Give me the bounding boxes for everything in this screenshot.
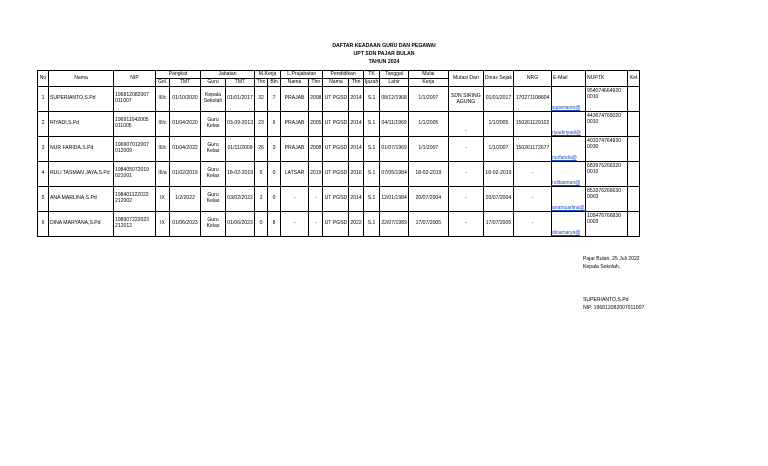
row-lahir: 12/01/1984 [380, 187, 409, 212]
row-mutasi [448, 187, 483, 212]
header-prajab-thn: Thn [309, 79, 323, 87]
nuptk-line: 683976266320 [587, 163, 622, 169]
row-nuptk [586, 87, 628, 112]
mutasi-line: AGUNG [456, 98, 476, 105]
header-jabatan: Jabatan [201, 71, 255, 79]
nuptk-box [586, 137, 627, 161]
row-ket [628, 112, 640, 137]
row-pendidikan: UT PGSD [323, 87, 349, 112]
row-jabatan-tmt: 03-09-2013 [226, 112, 255, 137]
mutasi-line: - [464, 145, 467, 151]
document-title-block [0, 42, 768, 66]
row-dinas: 1/1/2005 [483, 112, 513, 137]
nuptk-box [586, 212, 627, 236]
header-nama: Nama [49, 71, 114, 87]
row-jabatan-tmt: 01/11/2009 [226, 137, 255, 162]
row-pangkat-tmt: 01/02/2019 [170, 162, 201, 187]
row-nrg: - [514, 162, 552, 187]
row-prajab-thn: 2019 [309, 162, 323, 187]
row-pangkat-tmt: 01/10/2020 [170, 87, 201, 112]
row-lahir: 07/05/1984 [380, 162, 409, 187]
nip-line: 021001 [115, 173, 132, 179]
table-row [38, 162, 640, 187]
nip-line: 196812082007 [115, 92, 149, 99]
row-thn: 32 [255, 87, 268, 112]
mutasi-box [450, 212, 482, 236]
row-ket [628, 137, 640, 162]
mutasi-line: - [464, 128, 467, 135]
row-mulai: 1/1/2005 [408, 112, 448, 137]
row-bln: 0 [268, 187, 281, 212]
nuptk-line: 105476766830 [587, 213, 622, 219]
header-mutasi: Mutasi Dari [448, 71, 483, 87]
row-nrg: 170271108604 [514, 87, 552, 112]
signature-name: SUPERIANTO,S.Pd [583, 297, 629, 303]
nip-line: 011007 [115, 98, 132, 104]
row-jabatan [201, 187, 226, 212]
row-pangkat-tmt: 01/04/2022 [170, 137, 201, 162]
header-ket: Ket [628, 71, 640, 87]
row-bln: 6 [268, 112, 281, 137]
header-prajabatan: L.Prajabatan [281, 71, 323, 79]
email-box [552, 162, 585, 186]
row-mutasi [448, 137, 483, 162]
row-nrg: 150261129102 [514, 112, 552, 137]
row-prajab-thn: - [309, 212, 323, 237]
table-row [38, 87, 640, 112]
table-row [38, 212, 640, 237]
email-link[interactable]: nurfarida@ [552, 155, 577, 162]
nuptk-box [586, 187, 627, 211]
row-pendidikan: UT PGSD [323, 212, 349, 237]
nuptk-line: 443674765020 [587, 113, 622, 119]
row-bln: 8 [268, 212, 281, 237]
row-nama: DINA MARYANA,S.Pd [49, 212, 114, 237]
row-gol: IX [156, 212, 170, 237]
header-ijazah: Ijazah [364, 78, 379, 85]
mutasi-box [450, 87, 482, 111]
header-prajab-nama: Nama [281, 79, 309, 87]
row-nuptk [586, 112, 628, 137]
header-tanggal: Tanggal [380, 71, 409, 79]
row-prajab: LATSAR [281, 162, 309, 187]
row-pend-thn: 2014 [349, 137, 363, 162]
row-tk: S.1 [363, 87, 380, 112]
mutasi-box [450, 162, 482, 186]
signature-place-date: Pajar Bulan, 25 Juli 2022 [583, 256, 640, 262]
row-tk: S.1 [363, 187, 380, 212]
row-prajab: - [281, 212, 309, 237]
row-mulai: 18-02-2019 [408, 162, 448, 187]
nuptk-line: 0003 [587, 218, 599, 225]
row-lahir: 04/11/1969 [380, 112, 409, 137]
nuptk-line: 0010 [587, 93, 599, 100]
row-pend-thn: 2014 [349, 187, 363, 212]
row-dinas: 20/07/2004 [483, 187, 513, 212]
row-nama: ANA MARLINA,S.Pd [49, 187, 114, 212]
row-no: 4 [38, 162, 49, 187]
row-jabatan-tmt: 18-02-2019 [226, 162, 255, 187]
email-box [552, 87, 585, 111]
row-thn: 26 [255, 137, 268, 162]
row-no: 5 [38, 187, 49, 212]
signature-role: Kepala Sekolah, [583, 264, 621, 271]
email-box [552, 187, 585, 211]
header-pend-nama: Nama [323, 79, 349, 87]
header-pend-thn: Thn [349, 79, 363, 87]
nuptk-line: 0010 [587, 168, 599, 175]
row-bln: 3 [268, 137, 281, 162]
row-nama: RIYADI,S.Pd [49, 112, 114, 137]
jabatan-line: Sekolah [203, 98, 223, 104]
row-prajab-thn: 2008 [309, 137, 323, 162]
header-thn: Thn [255, 79, 268, 87]
row-jabatan-tmt: 03/02/2022 [226, 187, 255, 212]
row-pend-thn: 2016 [349, 162, 363, 187]
row-jabatan [201, 112, 226, 137]
row-pendidikan: UT PGSD [323, 187, 349, 212]
nip-line: 198401122022 [115, 192, 149, 199]
row-tk: S.1 [363, 112, 380, 137]
nuptk-line: 0003 [587, 193, 599, 200]
row-gol: III/a [156, 162, 170, 187]
row-mutasi [448, 112, 483, 137]
signature-nip: NIP. 196812082007011007 [583, 305, 645, 312]
row-pendidikan: UT PGSD [323, 137, 349, 162]
row-thn: 23 [255, 112, 268, 137]
jabatan-line: Guru Kelas [206, 217, 220, 229]
row-tk: S.1 [363, 162, 380, 187]
row-dinas: 1/1/2007 [483, 137, 513, 162]
title-line-1: DAFTAR KEADAAN GURU DAN PEGAWAI [332, 43, 436, 49]
row-nuptk [586, 187, 628, 212]
signature-block-bottom [583, 296, 644, 313]
row-dinas: 01/01/2017 [483, 87, 513, 112]
header-dinas: Dinas Sejak [483, 71, 513, 87]
email-link[interactable]: riyadiriyadi@ [552, 130, 582, 137]
row-pangkat-tmt: 01/04/2020 [170, 112, 201, 137]
row-pangkat-tmt: 1/2/2022 [170, 187, 201, 212]
row-mutasi [448, 87, 483, 112]
nuptk-line: 853376266630 [587, 188, 622, 194]
mutasi-line: - [464, 195, 467, 201]
row-prajab: PRAJAB [281, 112, 309, 137]
row-dinas: 18-02-2019 [483, 162, 513, 187]
mutasi-line: SDN SIRING [450, 93, 481, 99]
header-kerja: Kerja [408, 79, 448, 87]
header-email: E-Mail [552, 71, 586, 87]
header-mkerja: M.Kerja [255, 71, 281, 79]
title-line-3: TAHUN 2024 [368, 59, 400, 65]
row-bln: 7 [268, 87, 281, 112]
row-no: 3 [38, 137, 49, 162]
row-lahir: 08/12/1968 [380, 87, 409, 112]
row-pend-thn: 2014 [349, 112, 363, 137]
row-jabatan [201, 162, 226, 187]
mutasi-line: - [464, 220, 467, 226]
row-prajab: PRAJAB [281, 87, 309, 112]
row-pendidikan: UT PGSD [323, 162, 349, 187]
row-no: 1 [38, 87, 49, 112]
header-nrg: NRG [514, 71, 552, 87]
row-jabatan [201, 212, 226, 237]
header-pangkat-tmt: TMT [170, 79, 201, 87]
row-nip [114, 212, 156, 237]
row-mutasi [448, 212, 483, 237]
header-no: No [38, 71, 49, 87]
row-nip [114, 87, 156, 112]
row-prajab-thn: - [309, 187, 323, 212]
email-box [552, 137, 585, 161]
title-line-2: UPT SDN PAJAR BULAN [353, 51, 415, 57]
row-nip [114, 137, 156, 162]
row-lahir: 22/07/1989 [380, 212, 409, 237]
row-email-cell [552, 187, 586, 212]
row-tk: S.1 [363, 137, 380, 162]
row-email-cell [552, 162, 586, 187]
nip-line: 212002 [115, 198, 132, 204]
row-email-cell [552, 112, 586, 137]
email-link[interactable]: rulitasman@ [552, 180, 581, 187]
header-pendidikan: Pendidikan [323, 71, 363, 79]
row-ket [628, 162, 640, 187]
row-gol: IX [156, 187, 170, 212]
row-dinas: 17/07/2005 [483, 212, 513, 237]
header-guru: Guru [201, 79, 226, 87]
jabatan-line: Kepala [205, 92, 221, 99]
row-thn: 0 [255, 212, 268, 237]
staff-table [37, 70, 640, 237]
row-mutasi [448, 162, 483, 187]
row-prajab-thn: 2005 [309, 112, 323, 137]
header-mulai: Mulai [408, 71, 448, 79]
row-nip [114, 187, 156, 212]
row-nama: NUR FARIDA,S.Pd [49, 137, 114, 162]
nuptk-box [586, 87, 627, 111]
row-prajab-thn: 2008 [309, 87, 323, 112]
header-pangkat: Pangkat [156, 71, 201, 79]
mutasi-box [450, 187, 482, 211]
row-jabatan-tmt: 01/01/2017 [226, 87, 255, 112]
row-mulai: 17/07/2005 [408, 212, 448, 237]
nuptk-line: 0010 [587, 118, 599, 125]
email-box [552, 212, 585, 236]
row-tk: S.1 [363, 212, 380, 237]
mutasi-line: - [464, 170, 467, 176]
row-ket [628, 87, 640, 112]
nuptk-line: 0030 [587, 143, 599, 150]
row-nip [114, 112, 156, 137]
row-mulai: 1/1/2007 [408, 87, 448, 112]
row-gol: III/c [156, 137, 170, 162]
nip-line: 198405072019 [115, 167, 149, 174]
row-nuptk [586, 212, 628, 237]
nuptk-line: 403374764930 [587, 138, 622, 144]
table-row [38, 187, 640, 212]
nip-line: 212012 [115, 223, 132, 229]
row-nuptk [586, 137, 628, 162]
row-nama: SUPERIANTO,S.Pd [49, 87, 114, 112]
row-thn: 5 [255, 162, 268, 187]
jabatan-line: Guru Kelas [206, 192, 220, 204]
row-gol: III/c [156, 112, 170, 137]
row-prajab: PRAJAB [281, 137, 309, 162]
row-thn: 2 [255, 187, 268, 212]
row-mulai: 1/1/2007 [408, 137, 448, 162]
header-jabatan-tmt: TMT [226, 79, 255, 87]
email-box [552, 112, 585, 136]
nip-line: 012009 [115, 148, 132, 154]
header-nip: NIP [114, 71, 156, 87]
header-bln: Bln [268, 79, 281, 87]
row-email-cell [552, 212, 586, 237]
header-gol: Gol. [156, 79, 170, 87]
row-pendidikan: UT PGSD [323, 112, 349, 137]
row-nuptk [586, 162, 628, 187]
row-no: 2 [38, 112, 49, 137]
row-pend-thn: 2022 [349, 212, 363, 237]
table-row [38, 137, 640, 162]
row-mulai: 20/07/2004 [408, 187, 448, 212]
row-jabatan-tmt: 01/06/2023 [226, 212, 255, 237]
row-nama: RULI TASMAN JAYA,S.Pd [49, 162, 114, 187]
row-nrg: - [514, 187, 552, 212]
nuptk-box [586, 112, 627, 136]
nuptk-line: 954074664920 [587, 88, 622, 94]
row-pend-thn: 2014 [349, 87, 363, 112]
header-lahir: Lahir [380, 79, 409, 87]
row-lahir: 01/07/1969 [380, 137, 409, 162]
nip-line: 198907222023 [115, 217, 149, 224]
jabatan-line: Guru Kelas [206, 117, 220, 129]
nip-line: 196911042005 [115, 117, 149, 124]
row-nip [114, 162, 156, 187]
row-ket [628, 187, 640, 212]
row-prajab: - [281, 187, 309, 212]
nuptk-box [586, 162, 627, 186]
row-nrg: 150261172677 [514, 137, 552, 162]
header-tk: TK [363, 71, 380, 79]
row-email-cell [552, 87, 586, 112]
email-link[interactable]: anamuarlina@ [552, 205, 585, 212]
jabatan-line: Guru Kelas [206, 167, 220, 179]
nip-line: 196907012007 [115, 142, 149, 149]
table-row [38, 112, 640, 137]
header-nuptk: NUPTK [586, 71, 628, 87]
mutasi-box [450, 112, 482, 136]
jabatan-line: Guru Kelas [206, 142, 220, 154]
row-ket [628, 212, 640, 237]
row-no: 6 [38, 212, 49, 237]
row-jabatan [201, 137, 226, 162]
nip-line: 011005 [115, 123, 132, 129]
row-nrg: - [514, 212, 552, 237]
row-jabatan [201, 87, 226, 112]
row-gol: III/c [156, 87, 170, 112]
row-email-cell [552, 137, 586, 162]
mutasi-box [450, 137, 482, 161]
signature-block-top [583, 255, 640, 272]
row-pangkat-tmt: 01/06/2023 [170, 212, 201, 237]
email-link[interactable]: dinamarya@ [552, 230, 581, 237]
email-link[interactable]: superianto@ [552, 105, 581, 112]
row-bln: 0 [268, 162, 281, 187]
